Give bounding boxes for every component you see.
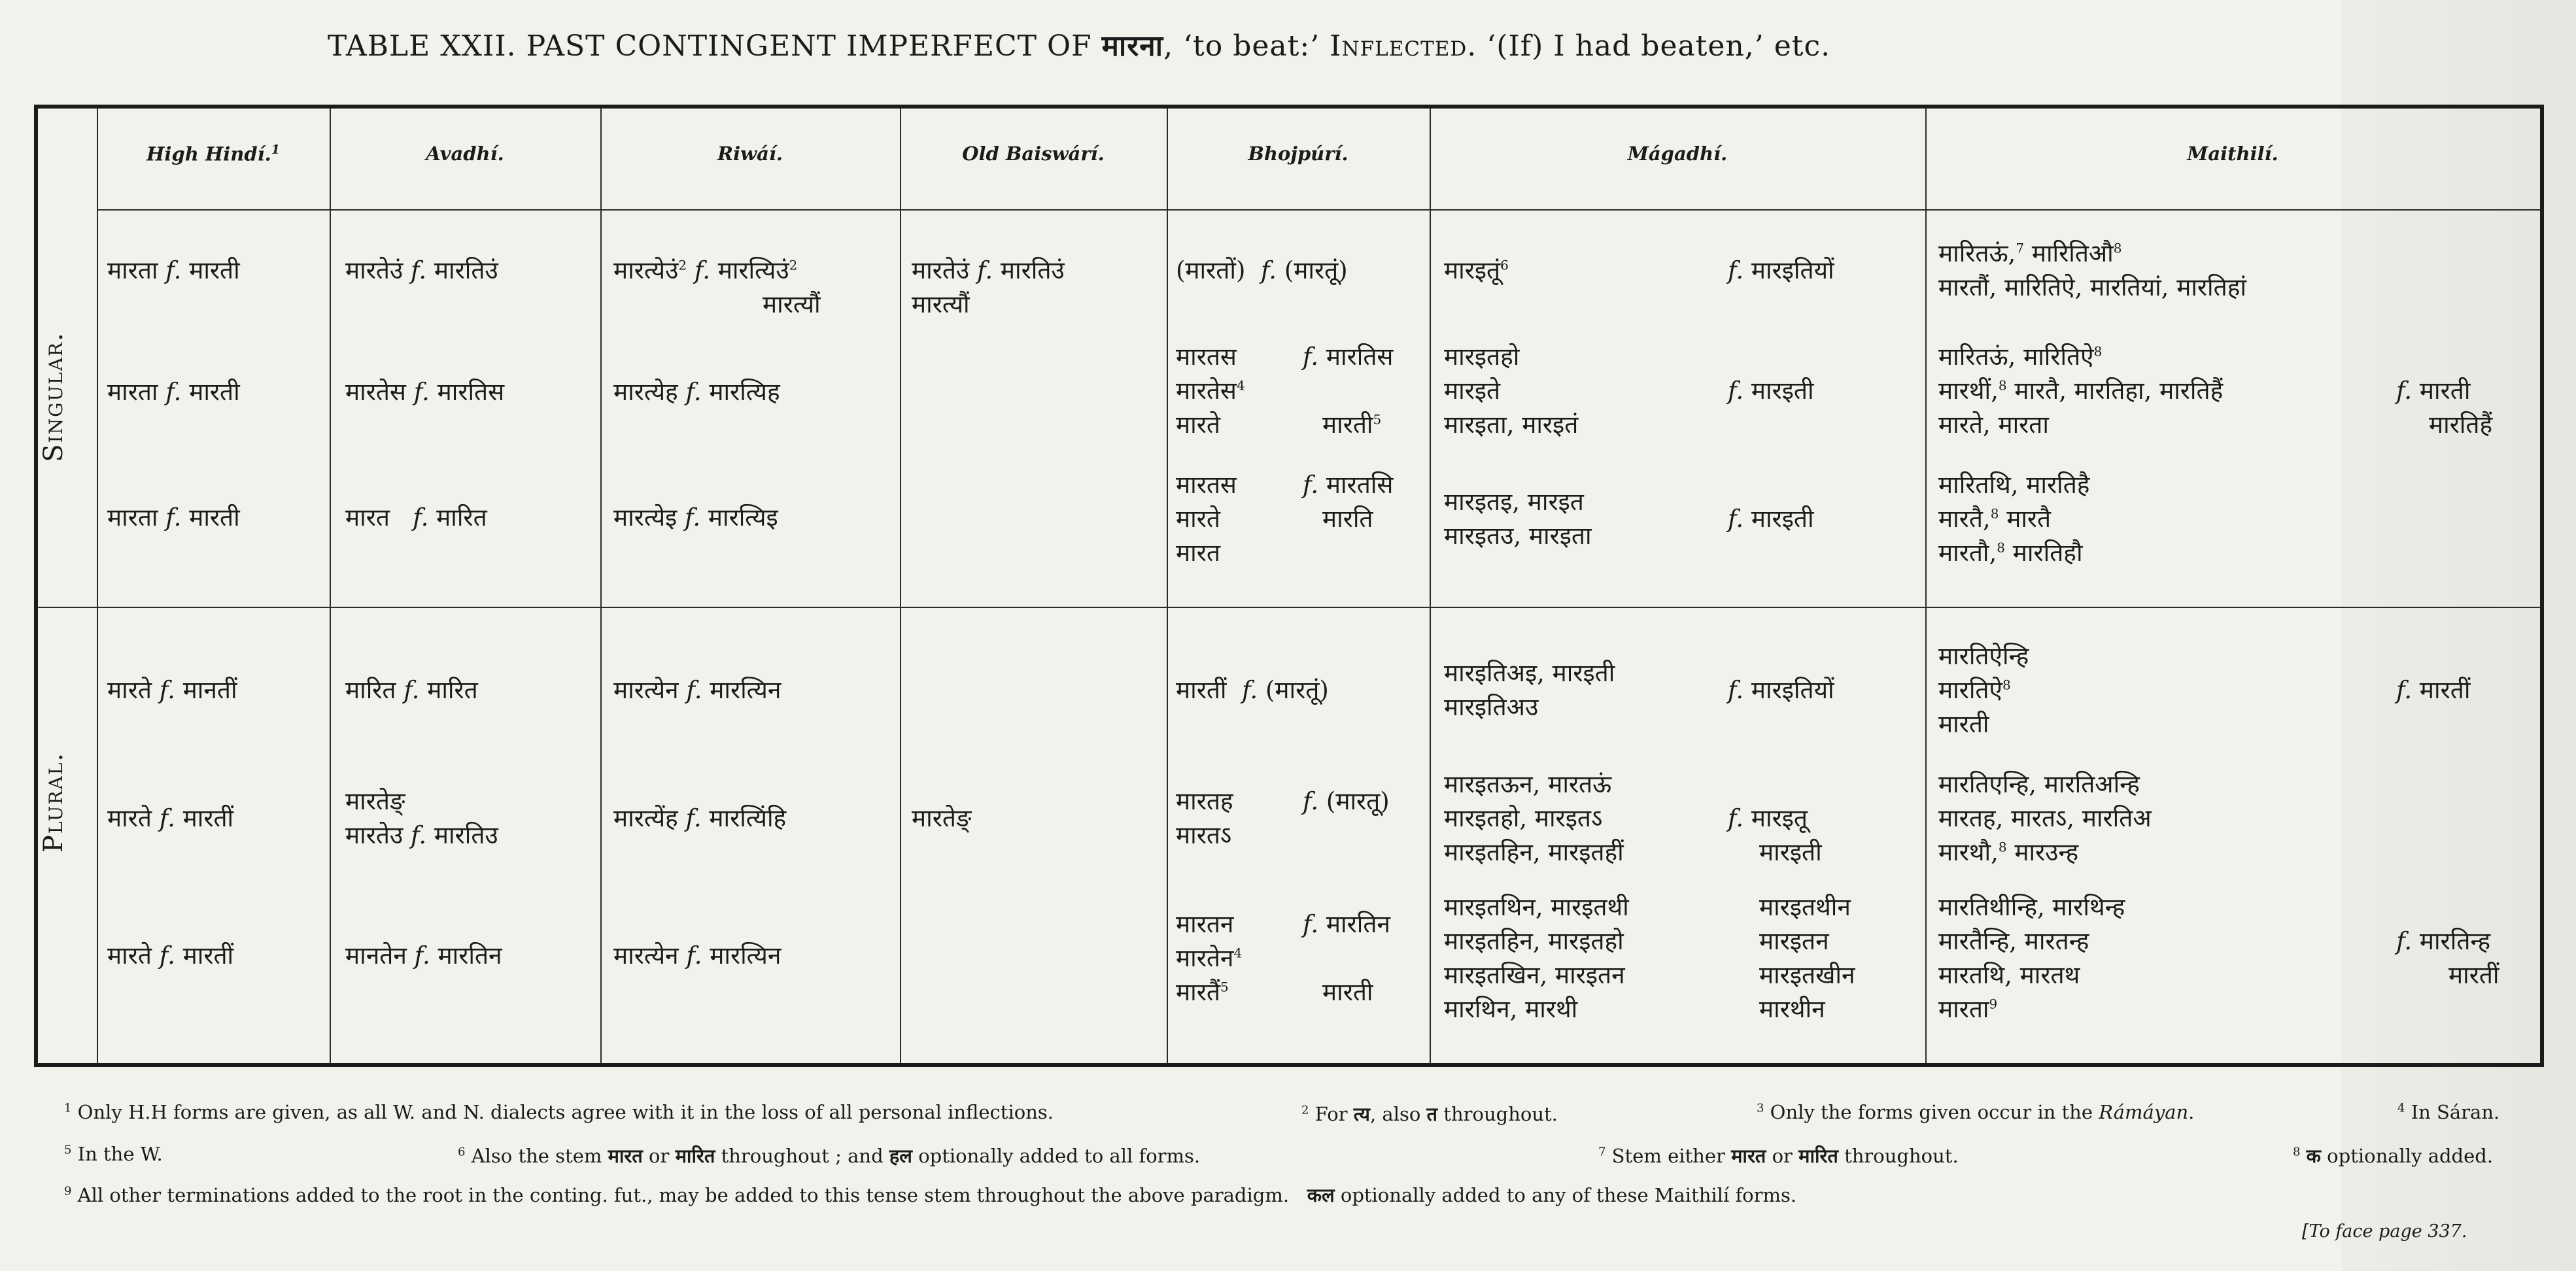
cell-high-hindi-pl1: मारते f. मानतीं bbox=[107, 676, 237, 704]
col-divider bbox=[1430, 109, 1431, 1063]
cell-riwai-sg1: मारत्येउं$^2$ f. मारत्यिउं$^2$ मारत्यौं bbox=[613, 256, 821, 318]
header-avadhi: Avadhí. bbox=[426, 143, 504, 165]
footnote-5: $^5$ In the W. bbox=[64, 1143, 163, 1165]
cell-magadhi-sg1: मारइतूं$^6$ f. मारइतियों bbox=[1444, 256, 1834, 284]
row-group-singular: Singular. bbox=[39, 331, 69, 462]
col-divider bbox=[600, 109, 602, 1063]
footnote-9: $^9$ All other terminations added to the root in the conting. fut., may be added to this tense stem throughout the above paradigm. कल optionally added to any of these Maithilí forms. bbox=[64, 1184, 1797, 1206]
col-divider bbox=[1167, 109, 1168, 1063]
col-divider bbox=[900, 109, 901, 1063]
cell-bhojpuri-sg3: मारतस f. मारतसि मारते मारति मारत bbox=[1176, 471, 1394, 567]
footnote-8: $^8$ क optionally added. bbox=[2293, 1145, 2494, 1167]
cell-maithili-pl3: मारतिथीन्हि, मारथिन्ह मारतैन्हि, मारतन्ह f. मारतिन्ह मारतथि, मारतथ मारतीं मारता$^9$ bbox=[1938, 893, 2499, 1023]
col-divider bbox=[330, 109, 331, 1063]
cell-avadhi-pl3: मानतेन f. मारतिन bbox=[345, 941, 502, 970]
cell-high-hindi-sg2: मारता f. मारती bbox=[107, 378, 240, 406]
cell-maithili-sg1: मारितऊं,$^7$ मारितिऔ$^8$ मारतौं, मारितिऐ, मारतियां, मारतिहां bbox=[1938, 239, 2246, 301]
cell-high-hindi-pl3: मारते f. मारतीं bbox=[107, 941, 234, 970]
paradigm-table bbox=[34, 105, 2544, 1067]
cell-bhojpuri-pl1: मारतीं f. (मारतूं) bbox=[1176, 676, 1329, 704]
cell-bhojpuri-pl3: मारतन f. मारतिन मारतेन$^4$ मारतैं$^5$ मारती bbox=[1176, 910, 1390, 1006]
cell-old-baiswari-pl2: मारतेङ् bbox=[912, 804, 972, 832]
row-group-plural: Plural. bbox=[39, 751, 69, 853]
cell-riwai-pl2: मारत्येंह f. मारत्यिंहि bbox=[613, 804, 787, 832]
cell-magadhi-sg3: मारइतइ, मारइत f. मारइती मारइतउ, मारइता bbox=[1444, 488, 1814, 550]
cell-riwai-pl1: मारत्येन f. मारत्यिन bbox=[613, 676, 781, 704]
number-divider bbox=[38, 607, 2540, 608]
cell-avadhi-sg2: मारतेस f. मारतिस bbox=[345, 378, 505, 406]
col-divider bbox=[97, 109, 98, 1063]
cell-riwai-sg2: मारत्येह f. मारत्यिह bbox=[613, 378, 780, 406]
cell-riwai-sg3: मारत्येइ f. मारत्यिइ bbox=[613, 503, 778, 532]
cell-avadhi-sg1: मारतेउं f. मारतिउं bbox=[345, 256, 498, 284]
cell-bhojpuri-sg2: मारतस f. मारतिस मारतेस$^4$ मारते मारती$^5$ bbox=[1176, 343, 1394, 439]
cell-riwai-pl3: मारत्येन f. मारत्यिन bbox=[613, 941, 781, 970]
cell-magadhi-pl1: मारइतिअइ, मारइती f. मारइतियों मारइतिअउ bbox=[1444, 659, 1834, 721]
header-high-hindi: High Hindí.$^1$ bbox=[146, 143, 280, 165]
cell-maithili-sg2: मारितऊं, मारितिऐ$^8$ मारथीं,$^8$ मारतै, मारतिहा, मारतिहैं f. मारती मारते, मारता मारतिहैं bbox=[1938, 343, 2493, 439]
footnote-1: $^1$ Only H.H forms are given, as all W. and N. dialects agree with it in the loss of all personal inflections. bbox=[64, 1101, 1054, 1123]
cell-avadhi-pl1: मारित f. मारित bbox=[345, 676, 478, 704]
cell-high-hindi-sg3: मारता f. मारती bbox=[107, 503, 240, 532]
cell-magadhi-pl3: मारइतथिन, मारइतथी मारइतथीन मारइतहिन, मारइतहो मारइतन मारइतखिन, मारइतन मारइतखीन मारथिन, मारथी मारथीन bbox=[1444, 893, 1855, 1023]
cell-magadhi-sg2: मारइतहो मारइते f. मारइती मारइता, मारइतं bbox=[1444, 343, 1814, 439]
footnote-2: $^2$ For त्य, also त throughout. bbox=[1301, 1103, 1558, 1125]
col-divider bbox=[1925, 109, 1927, 1063]
cell-high-hindi-sg1: मारता f. मारती bbox=[107, 256, 240, 284]
cell-magadhi-pl2: मारइतऊन, मारतऊं मारइतहो, मारइतऽ f. मारइतू मारइतहिन, मारइतहीं मारइती bbox=[1444, 770, 1822, 866]
header-divider bbox=[97, 209, 2540, 211]
header-riwai: Riwáí. bbox=[717, 143, 783, 165]
footnote-7: $^7$ Stem either मारत or मारित throughout. bbox=[1598, 1145, 1959, 1167]
footnote-6: $^6$ Also the stem मारत or मारित throughout ; and हल optionally added to all forms. bbox=[458, 1145, 1201, 1167]
cell-avadhi-pl2: मारतेङ् मारतेउ f. मारतिउ bbox=[345, 787, 498, 849]
cell-bhojpuri-pl2: मारतह f. (मारतू) मारतऽ bbox=[1176, 787, 1390, 849]
cell-old-baiswari-sg1: मारतेउं f. मारतिउं मारत्यौं bbox=[912, 256, 1065, 318]
footnote-3: $^3$ Only the forms given occur in the Rámáyan. bbox=[1757, 1101, 2195, 1123]
header-old-baiswari: Old Baiswárí. bbox=[962, 143, 1105, 165]
header-bhojpuri: Bhojpúrí. bbox=[1248, 143, 1348, 165]
cell-bhojpuri-sg1: (मारतों) f. (मारतूं) bbox=[1176, 256, 1348, 284]
cell-high-hindi-pl2: मारते f. मारतीं bbox=[107, 804, 234, 832]
cell-maithili-pl1: मारतिऐन्हि मारतिऐ$^8$ f. मारतीं मारती bbox=[1938, 642, 2471, 738]
page-reference: [To face page 337. bbox=[2302, 1221, 2467, 1242]
cell-maithili-sg3: मारितथि, मारतिहै मारतै,$^8$ मारतै मारतौ,$^8$ मारतिहौ bbox=[1938, 471, 2090, 567]
header-magadhi: Mágadhí. bbox=[1627, 143, 1728, 165]
footnote-4: $^4$ In Sáran. bbox=[2397, 1101, 2500, 1123]
cell-avadhi-sg3: मारत f. मारित bbox=[345, 503, 487, 532]
table-title: TABLE XXII. PAST CONTINGENT IMPERFECT OF मारना, ‘to beat:’ Inflected. ‘(If) I had beaten,’ etc. bbox=[327, 29, 1831, 63]
cell-maithili-pl2: मारतिएन्हि, मारतिअन्हि मारतह, मारतऽ, मारतिअ मारथौ,$^8$ मारउन्ह bbox=[1938, 770, 2152, 866]
header-maithili: Maithilí. bbox=[2187, 143, 2278, 165]
